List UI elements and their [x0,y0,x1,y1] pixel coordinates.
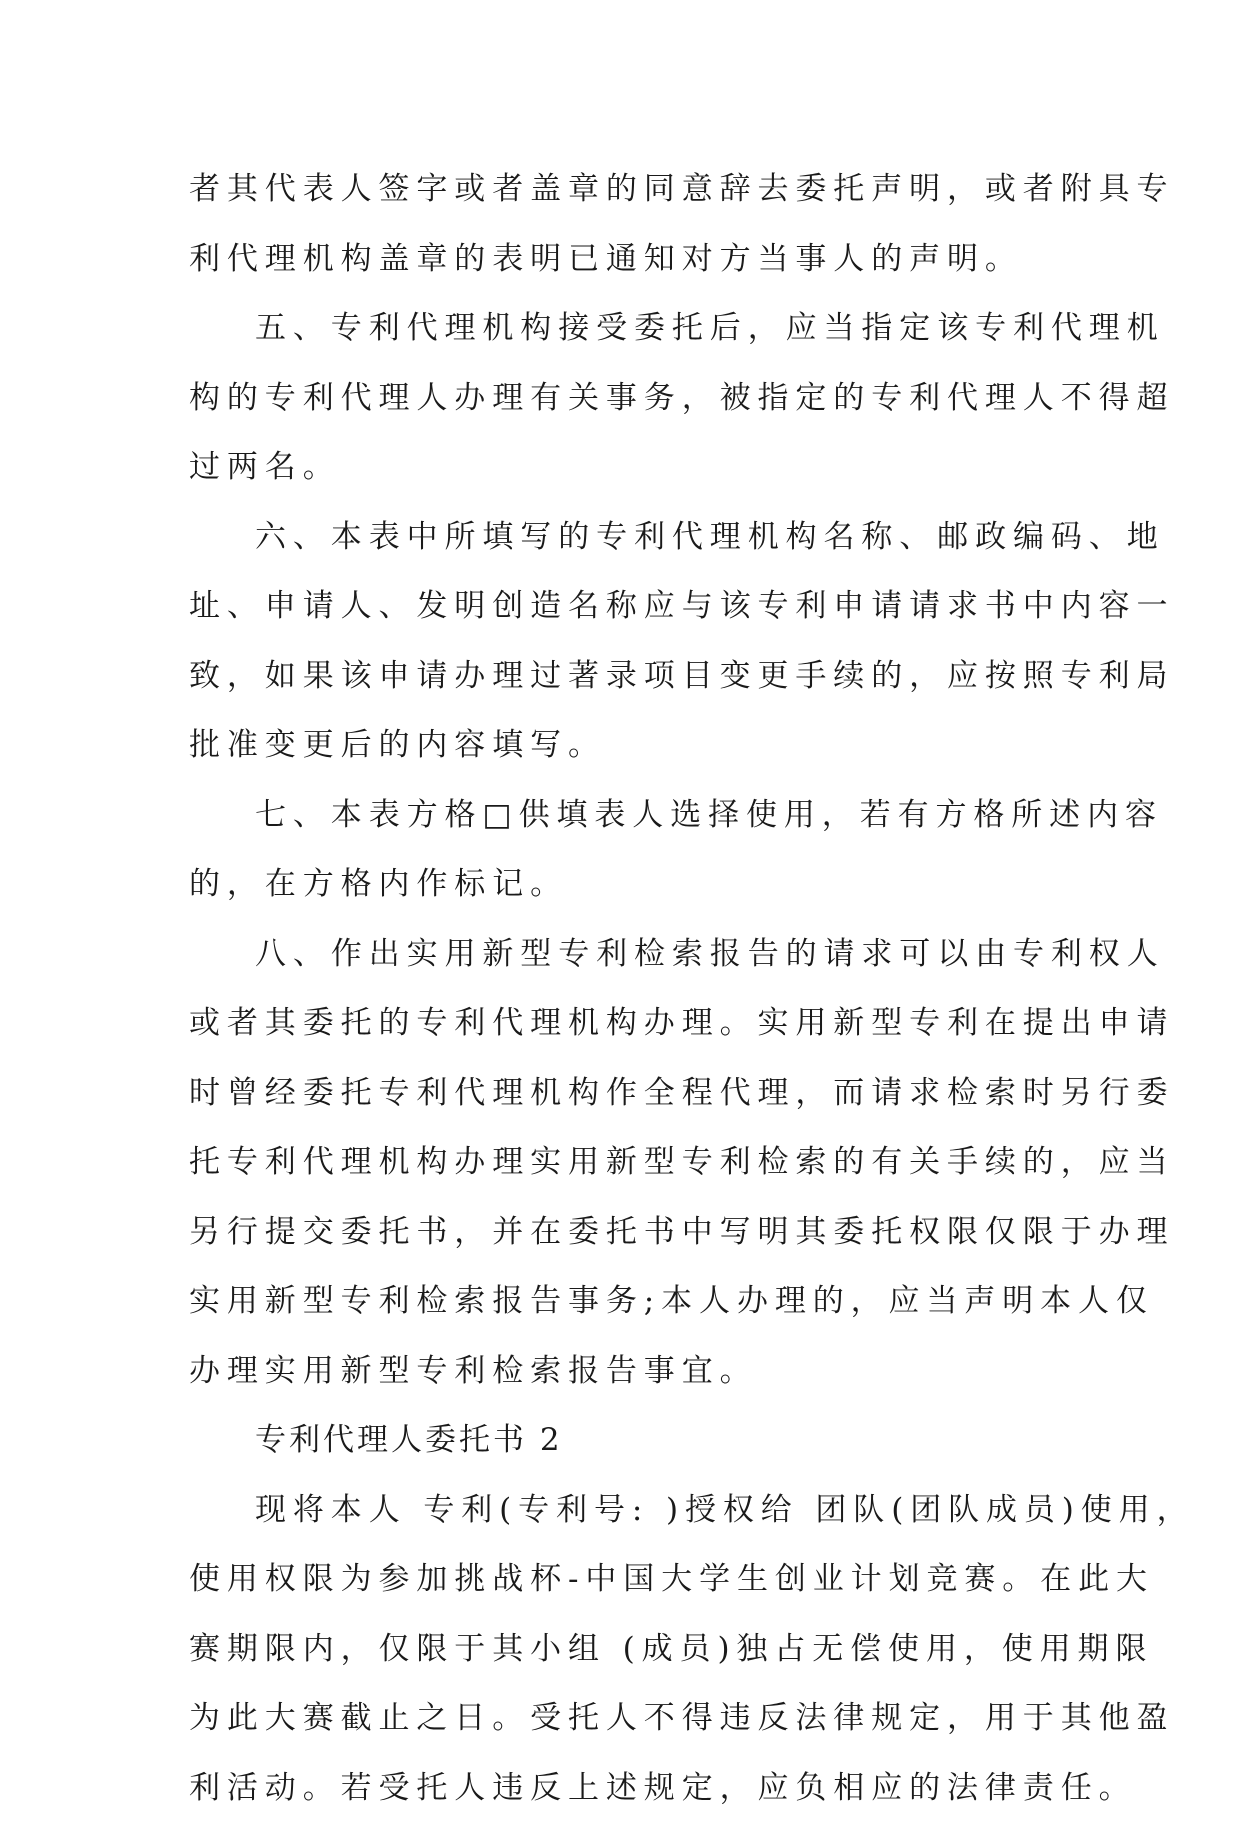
text-line: 致，如果该申请办理过著录项目变更手续的，应按照专利局 [189,642,1059,712]
paragraph-five-start: 五、专利代理机构接受委托后，应当指定该专利代理机 [189,294,1059,364]
paragraph-seven-start: 七、本表方格□供填表人选择使用，若有方格所述内容 [189,781,1059,851]
text-line: 利活动。若受托人违反上述规定，应负相应的法律责任。 [189,1754,1059,1823]
paragraph-eight-start: 八、作出实用新型专利检索报告的请求可以由专利权人 [189,920,1059,990]
text-line: 批准变更后的内容填写。 [189,711,1059,781]
authorization-paragraph-start: 现将本人 专利(专利号: )授权给 团队(团队成员)使用， [189,1476,1059,1546]
text-line: 的，在方格内作标记。 [189,850,1059,920]
text-line: 或者其委托的专利代理机构办理。实用新型专利在提出申请 [189,989,1059,1059]
text-line: 利代理机构盖章的表明已通知对方当事人的声明。 [189,225,1059,295]
section-heading: 专利代理人委托书 2 [189,1406,1059,1476]
text-line: 托专利代理机构办理实用新型专利检索的有关手续的，应当 [189,1128,1059,1198]
text-line: 实用新型专利检索报告事务;本人办理的，应当声明本人仅 [189,1267,1059,1337]
text-line: 过两名。 [189,433,1059,503]
text-line: 为此大赛截止之日。受托人不得违反法律规定，用于其他盈 [189,1684,1059,1754]
text-line: 赛期限内，仅限于其小组 (成员)独占无偿使用，使用期限 [189,1615,1059,1685]
text-line: 址、申请人、发明创造名称应与该专利申请请求书中内容一 [189,572,1059,642]
text-line: 构的专利代理人办理有关事务，被指定的专利代理人不得超 [189,364,1059,434]
document-body [189,155,1059,1823]
text-line: 办理实用新型专利检索报告事宜。 [189,1337,1059,1407]
text-line: 者其代表人签字或者盖章的同意辞去委托声明，或者附具专 [189,155,1059,225]
text-line: 时曾经委托专利代理机构作全程代理，而请求检索时另行委 [189,1059,1059,1129]
text-line: 使用权限为参加挑战杯-中国大学生创业计划竞赛。在此大 [189,1545,1059,1615]
paragraph-six-start: 六、本表中所填写的专利代理机构名称、邮政编码、地 [189,503,1059,573]
text-line: 另行提交委托书，并在委托书中写明其委托权限仅限于办理 [189,1198,1059,1268]
